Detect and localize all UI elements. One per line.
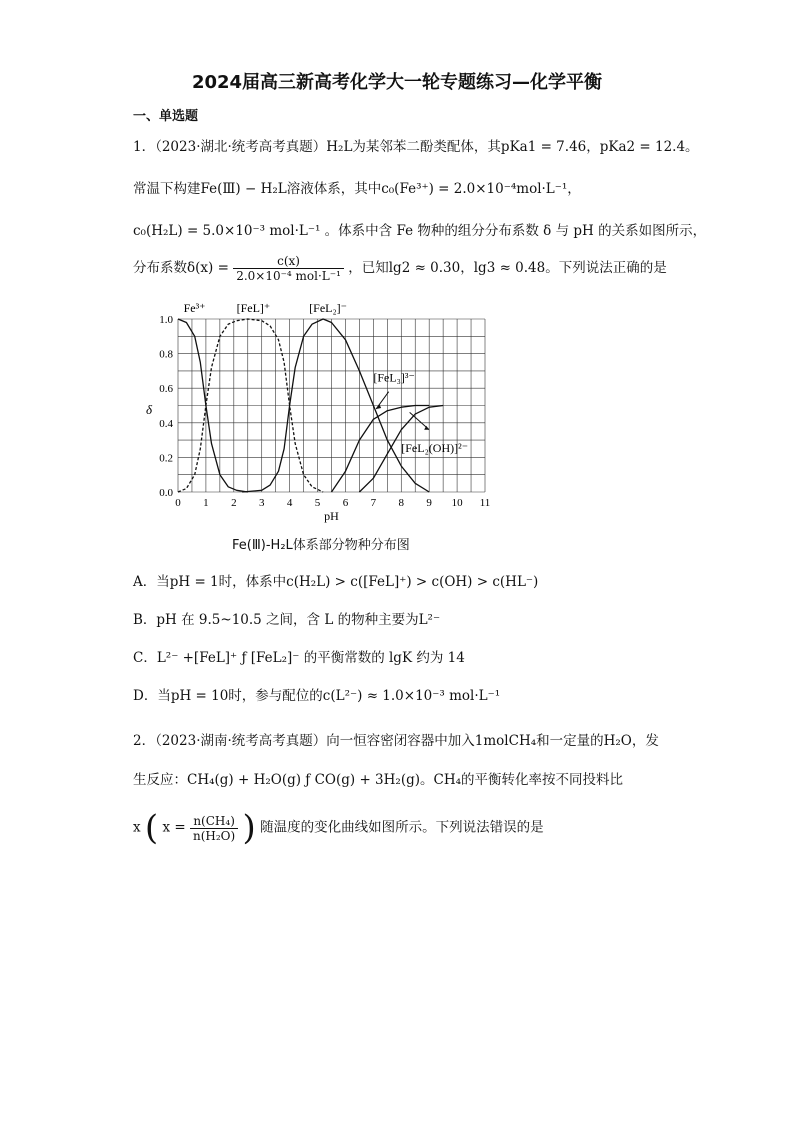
x-tick-label: 2: [231, 497, 237, 509]
q2-line-3-post: 随温度的变化曲线如图所示。下列说法错误的是: [260, 819, 544, 836]
x-tick-label: 10: [451, 497, 463, 509]
q2-paren-open: (: [144, 808, 159, 848]
q1-option-b: B．pH 在 9.5~10.5 之间，含 L 的物种主要为L²⁻: [133, 612, 441, 628]
y-tick-label: 1.0: [159, 314, 173, 326]
q2-x-eq: x =: [162, 819, 186, 836]
x-tick-label: 4: [286, 497, 293, 509]
x-tick-label: 9: [426, 497, 432, 509]
q2-paren-close: ): [242, 808, 256, 848]
section-heading: 一、单选题: [133, 109, 199, 124]
species-label-fel: [FeL]⁺: [236, 301, 271, 316]
q2-fraction: [190, 814, 238, 843]
q1-line-4-post: ，已知lg2 ≈ 0.30，lg3 ≈ 0.48。下列说法正确的是: [348, 260, 667, 276]
q2-fraction-den: n(H₂O): [193, 828, 236, 843]
y-tick-label: 0.8: [159, 348, 173, 361]
q1-line-1: 1．（2023·湖北·统考高考真题）H₂L为某邻苯二酚类配体，其pKa1 = 7.46，pKa2 = 12.4。: [133, 139, 699, 155]
page-title: 2024届高三新高考化学大一轮专题练习—化学平衡: [191, 72, 603, 93]
x-tick-label: 8: [398, 497, 405, 509]
species-label-fel2: [FeL₂]⁻: [309, 301, 348, 316]
q2-line-2: 生反应：CH₄(g) + H₂O(g) ƒ CO(g) + 3H₂(g)。CH₄的平衡转化率按不同投料比: [133, 772, 624, 788]
x-tick-label: 0: [175, 497, 181, 509]
chart-caption: Fe(Ⅲ)-H₂L体系部分物种分布图: [232, 538, 410, 553]
q1-line-4: [133, 254, 667, 283]
species-label-fe3: Fe³⁺: [183, 301, 206, 316]
species-label-fel3: [FeL₃]³⁻: [373, 370, 415, 385]
species-distribution-chart: [140, 293, 500, 555]
q1-option-c: C．L²⁻ +[FeL]⁺ ƒ [FeL₂]⁻ 的平衡常数的 lgK 约为 14: [133, 650, 465, 666]
q2-fraction-num: n(CH₄): [190, 814, 238, 829]
q1-line-4-pre: 分布系数δ(x) =: [133, 260, 229, 276]
q1-fraction: [233, 254, 344, 283]
chart-svg: [140, 293, 500, 533]
q1-line-3: c₀(H₂L) = 5.0×10⁻³ mol·L⁻¹ 。体系中含 Fe 物种的组分分布系数 δ 与 pH 的关系如图所示，: [133, 223, 707, 239]
q2-x-symbol: x: [133, 819, 141, 836]
x-tick-label: 5: [314, 497, 321, 509]
q2-line-1: 2．（2023·湖南·统考高考真题）向一恒容密闭容器中加入1molCH₄和一定量的H₂O，发: [133, 733, 659, 749]
x-tick-label: 6: [342, 497, 349, 509]
y-axis-label: δ: [146, 402, 153, 418]
y-tick-label: 0.6: [159, 383, 173, 396]
q1-fraction-den: 2.0×10⁻⁴ mol·L⁻¹: [236, 269, 341, 283]
species-label-fel2oh: [FeL₂(OH)]²⁻: [401, 441, 469, 456]
q1-line-2: 常温下构建Fe(Ⅲ) − H₂L溶液体系，其中c₀(Fe³⁺) = 2.0×10⁻⁴mol·L⁻¹，: [133, 181, 581, 197]
x-tick-label: 1: [203, 497, 209, 509]
x-axis-label: pH: [324, 509, 339, 523]
y-tick-label: 0.2: [159, 452, 173, 465]
x-tick-label: 11: [479, 497, 491, 509]
q2-line-3: [133, 808, 544, 848]
x-tick-label: 3: [258, 497, 265, 509]
y-tick-label: 0.0: [159, 487, 173, 499]
q1-option-d: D．当pH = 10时，参与配位的c(L²⁻) ≈ 1.0×10⁻³ mol·L⁻¹: [133, 688, 501, 704]
q1-fraction-num: c(x): [233, 254, 344, 269]
q1-option-a: A．当pH = 1时，体系中c(H₂L) > c([FeL]⁺) > c(OH) > c(HL⁻): [133, 574, 539, 590]
y-tick-label: 0.4: [159, 417, 173, 430]
x-tick-label: 7: [370, 497, 377, 509]
